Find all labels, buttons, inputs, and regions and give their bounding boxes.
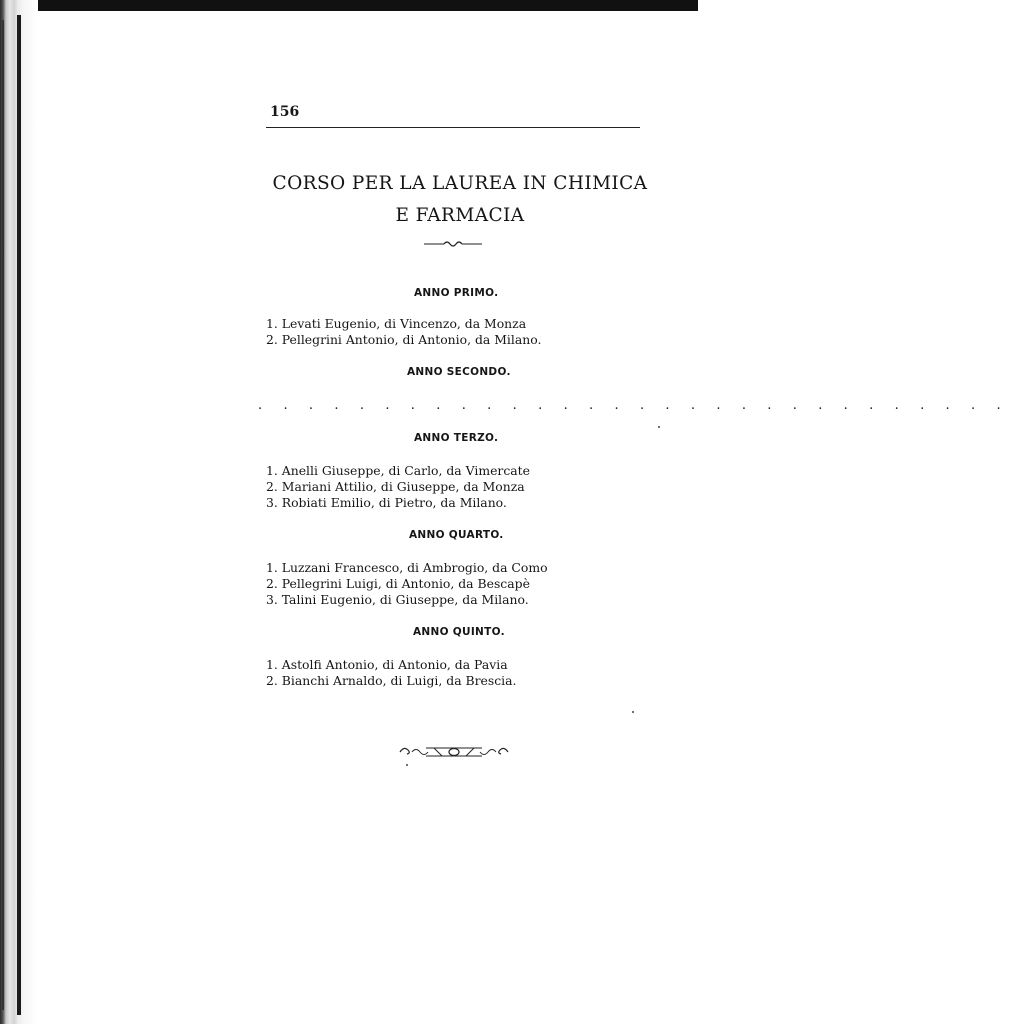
- list-item: 1. Astolfi Antonio, di Antonio, da Pavia: [266, 657, 508, 672]
- list-item: 2. Bianchi Arnaldo, di Luigi, da Brescia.: [266, 673, 517, 688]
- page-number: 156: [270, 104, 300, 120]
- title-line-2: E FARMACIA: [395, 205, 525, 226]
- section-heading-anno-quinto: ANNO QUINTO.: [413, 626, 505, 638]
- section-heading-anno-terzo: ANNO TERZO.: [414, 432, 499, 444]
- scan-top-border: [0, 0, 698, 11]
- list-item: 1. Luzzani Francesco, di Ambrogio, da Como: [266, 560, 548, 575]
- small-flourish-icon: [424, 238, 482, 250]
- list-item: 2. Mariani Attilio, di Giuseppe, da Monza: [266, 479, 525, 494]
- spine-dark-line: [17, 15, 21, 1015]
- list-item: 2. Pellegrini Antonio, di Antonio, da Milano.: [266, 332, 542, 347]
- paper-speck: [658, 426, 660, 428]
- section-heading-anno-quarto: ANNO QUARTO.: [409, 529, 504, 541]
- dotted-leader: . . . . . . . . . . . . . . . . . . . . . . . . . . . . . .: [258, 398, 1009, 413]
- page-title: [250, 168, 670, 232]
- list-item: 2. Pellegrini Luigi, di Antonio, da Bescapè: [266, 576, 530, 591]
- section-heading-anno-secondo: ANNO SECONDO.: [407, 366, 511, 378]
- list-item: 1. Anelli Giuseppe, di Carlo, da Vimercate: [266, 463, 530, 478]
- list-item: 3. Robiati Emilio, di Pietro, da Milano.: [266, 495, 507, 510]
- book-spine-edge: [0, 0, 38, 1024]
- paper-speck: [406, 764, 408, 766]
- header-rule: [266, 127, 640, 128]
- list-item: 1. Levati Eugenio, di Vincenzo, da Monza: [266, 316, 527, 331]
- section-heading-anno-primo: ANNO PRIMO.: [414, 287, 499, 299]
- tailpiece-flourish-icon: [398, 742, 510, 762]
- list-item: 3. Talini Eugenio, di Giuseppe, da Milano.: [266, 592, 529, 607]
- title-line-1: CORSO PER LA LAUREA IN CHIMICA: [272, 173, 648, 194]
- spine-dark-line-outer: [2, 20, 4, 1010]
- paper-speck: [632, 711, 634, 713]
